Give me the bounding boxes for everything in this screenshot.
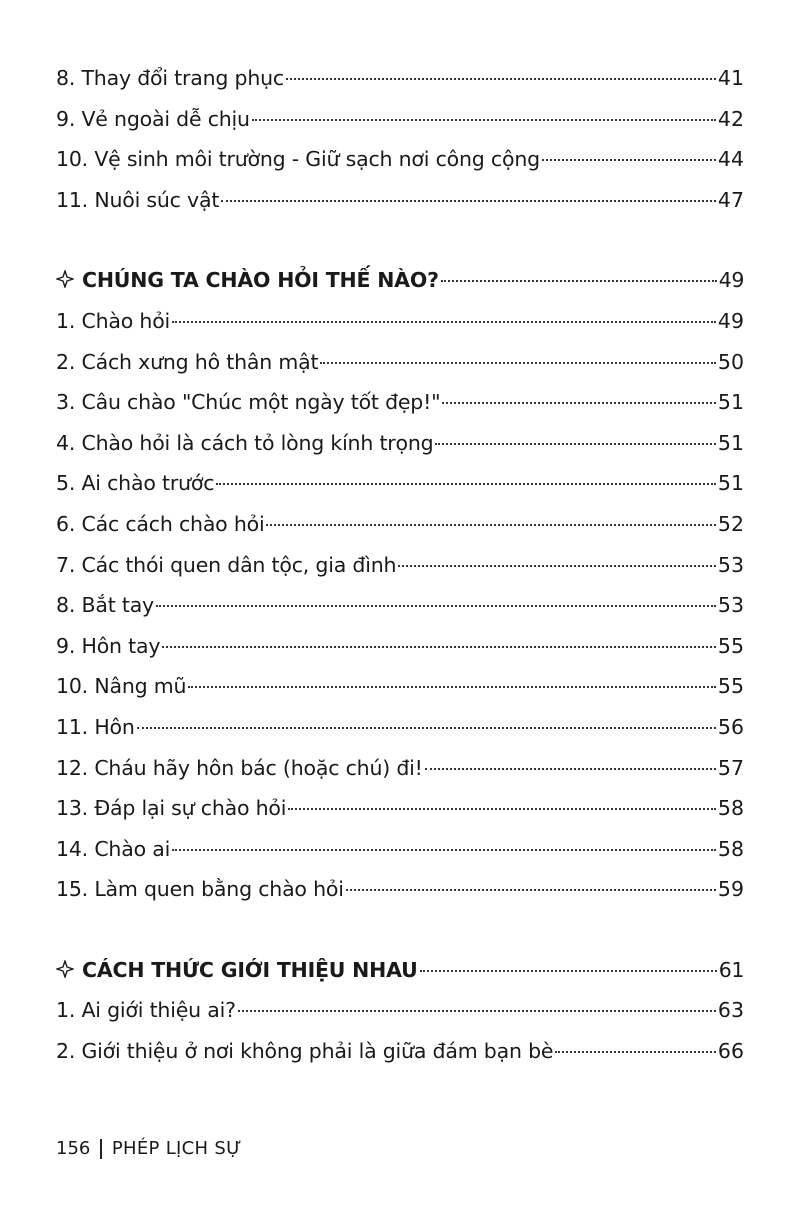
- footer-divider: [100, 1139, 102, 1159]
- toc-entry-page: 50: [717, 349, 744, 374]
- toc-entry-page: 57: [717, 755, 744, 780]
- toc-entry-title: 15. Làm quen bằng chào hỏi: [56, 877, 344, 902]
- toc-entry-page: 51: [717, 430, 744, 455]
- toc-entry[interactable]: [56, 748, 744, 789]
- toc-entry-title: 4. Chào hỏi là cách tỏ lòng kính trọng: [56, 430, 434, 455]
- dot-leader: [188, 686, 716, 688]
- toc-entry-page: 49: [717, 308, 744, 333]
- dot-leader: [221, 200, 716, 202]
- toc-entry-page: 52: [717, 511, 744, 536]
- four-point-star-outline-icon: [56, 951, 74, 969]
- dot-leader: [156, 605, 716, 607]
- toc-entry[interactable]: [56, 869, 744, 910]
- toc-entry[interactable]: [56, 463, 744, 504]
- dot-leader: [320, 362, 716, 364]
- toc-section-page: 61: [718, 957, 744, 982]
- section-gap: [56, 910, 744, 950]
- dot-leader: [398, 565, 716, 567]
- toc-entry-title: 13. Đáp lại sự chào hỏi: [56, 796, 287, 821]
- page-footer: [56, 1136, 242, 1162]
- table-of-contents: [56, 58, 744, 1072]
- toc-entry-page: 58: [717, 836, 744, 861]
- toc-entry-title: 11. Nuôi súc vật: [56, 187, 220, 212]
- toc-entry-title: 11. Hôn: [56, 714, 135, 739]
- dot-leader: [286, 78, 716, 80]
- toc-section-heading[interactable]: [56, 950, 744, 991]
- toc-entry-title: 8. Bắt tay: [56, 593, 154, 618]
- toc-entry[interactable]: [56, 626, 744, 667]
- toc-entry[interactable]: [56, 342, 744, 383]
- toc-entry-title: 7. Các thói quen dân tộc, gia đình: [56, 552, 397, 577]
- four-point-star-outline-icon: [56, 261, 74, 279]
- toc-entry[interactable]: [56, 382, 744, 423]
- toc-entry[interactable]: [56, 585, 744, 626]
- toc-section-page: 49: [718, 268, 744, 293]
- toc-entry-page: 66: [717, 1039, 744, 1064]
- toc-entry-page: 55: [717, 674, 744, 699]
- toc-entry[interactable]: [56, 788, 744, 829]
- toc-entry[interactable]: [56, 58, 744, 99]
- toc-entry-title: 10. Nâng mũ: [56, 674, 187, 699]
- toc-entry-page: 55: [717, 633, 744, 658]
- toc-entry-title: 1. Chào hỏi: [56, 308, 171, 333]
- toc-entry-page: 56: [717, 714, 744, 739]
- dot-leader: [542, 159, 716, 161]
- dot-leader: [425, 768, 716, 770]
- toc-entry-page: 41: [717, 66, 744, 90]
- toc-entry[interactable]: [56, 1031, 744, 1072]
- running-title: PHÉP LỊCH SỰ: [111, 1138, 242, 1159]
- toc-entry-page: 59: [717, 877, 744, 902]
- toc-entry-title: 1. Ai giới thiệu ai?: [56, 998, 236, 1023]
- dot-leader: [266, 524, 715, 526]
- toc-entry[interactable]: [56, 829, 744, 870]
- dot-leader: [172, 321, 716, 323]
- toc-entry[interactable]: [56, 990, 744, 1031]
- toc-entry-page: 47: [717, 187, 744, 212]
- dot-leader: [441, 280, 717, 282]
- dot-leader: [555, 1051, 716, 1053]
- toc-entry[interactable]: [56, 301, 744, 342]
- toc-section-title: CÁCH THỨC GIỚI THIỆU NHAU: [82, 957, 418, 982]
- toc-entry-title: 9. Vẻ ngoài dễ chịu: [56, 106, 250, 131]
- dot-leader: [162, 646, 716, 648]
- dot-leader: [137, 727, 716, 729]
- toc-entry[interactable]: [56, 707, 744, 748]
- toc-entry-title: 8. Thay đổi trang phục: [56, 66, 284, 90]
- dot-leader: [172, 849, 716, 851]
- dot-leader: [442, 402, 716, 404]
- toc-entry[interactable]: [56, 423, 744, 464]
- toc-section-title: CHÚNG TA CHÀO HỎI THẾ NÀO?: [82, 268, 439, 293]
- toc-entry-page: 63: [717, 998, 744, 1023]
- toc-entry-title: 12. Cháu hãy hôn bác (hoặc chú) đi!: [56, 755, 423, 780]
- toc-entry-title: 2. Giới thiệu ở nơi không phải là giữa đám bạn bè: [56, 1039, 554, 1064]
- dot-leader: [420, 970, 717, 972]
- toc-entry[interactable]: [56, 666, 744, 707]
- toc-entry-title: 9. Hôn tay: [56, 633, 161, 658]
- dot-leader: [252, 119, 716, 121]
- toc-entry-page: 51: [717, 390, 744, 415]
- toc-entry-page: 58: [717, 796, 744, 821]
- page-number: 156: [56, 1138, 91, 1159]
- toc-entry[interactable]: [56, 545, 744, 586]
- toc-entry-page: 51: [717, 471, 744, 496]
- dot-leader: [288, 808, 716, 810]
- toc-entry-title: 10. Vệ sinh môi trường - Giữ sạch nơi công cộng: [56, 147, 540, 172]
- toc-section-heading[interactable]: [56, 260, 744, 301]
- toc-entry-title: 5. Ai chào trước: [56, 471, 215, 496]
- toc-entry-page: 42: [717, 106, 744, 131]
- toc-entry-title: 2. Cách xưng hô thân mật: [56, 349, 319, 374]
- toc-entry-title: 3. Câu chào "Chúc một ngày tốt đẹp!": [56, 390, 441, 415]
- dot-leader: [435, 443, 715, 445]
- dot-leader: [346, 889, 716, 891]
- toc-entry-page: 53: [717, 593, 744, 618]
- toc-entry-title: 14. Chào ai: [56, 836, 171, 861]
- toc-entry[interactable]: [56, 139, 744, 180]
- section-gap: [56, 220, 744, 260]
- toc-entry-page: 44: [717, 147, 744, 172]
- dot-leader: [238, 1010, 716, 1012]
- toc-entry[interactable]: [56, 180, 744, 221]
- toc-entry[interactable]: [56, 99, 744, 140]
- toc-entry-page: 53: [717, 552, 744, 577]
- toc-entry-title: 6. Các cách chào hỏi: [56, 511, 265, 536]
- dot-leader: [216, 483, 716, 485]
- toc-entry[interactable]: [56, 504, 744, 545]
